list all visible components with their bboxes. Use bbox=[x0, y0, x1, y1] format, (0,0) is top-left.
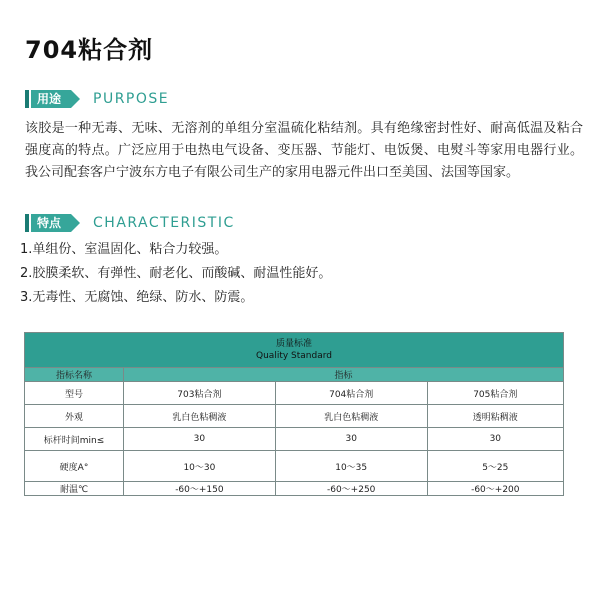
col-header-name: 指标名称 bbox=[25, 368, 124, 382]
row-label: 外观 bbox=[25, 405, 124, 428]
purpose-text: 该胶是一种无毒、无味、无溶剂的单组分室温硫化粘结剂。具有绝缘密封性好、耐高低温及粘合强度高的特点。广泛应用于电热电气设备、变压器、节能灯、电饭煲、电熨斗等家用电器行业。我公司配套客户宁波东方电子有限公司生产的家用电器元件出口至美国、法国等国家。 bbox=[25, 121, 583, 180]
row-label: 标杆时间min≤ bbox=[25, 428, 124, 451]
table-title-en: Quality Standard bbox=[256, 351, 332, 361]
table-row bbox=[25, 382, 564, 405]
purpose-section-header bbox=[25, 90, 169, 108]
table-title bbox=[25, 333, 564, 368]
row-label: 硬度A° bbox=[25, 451, 124, 482]
purpose-tag: 用途 bbox=[31, 90, 71, 108]
characteristic-english-heading: CHARACTERISTIC bbox=[93, 215, 235, 231]
col-header-index: 指标 bbox=[124, 368, 564, 382]
section-bar bbox=[25, 214, 29, 232]
table-cell: 透明粘稠液 bbox=[427, 405, 563, 428]
table-cell: 705粘合剂 bbox=[427, 382, 563, 405]
characteristic-tag: 特点 bbox=[31, 214, 71, 232]
table-cell: -60～+200 bbox=[427, 482, 563, 496]
table-row bbox=[25, 428, 564, 451]
table-cell: 10～30 bbox=[124, 451, 276, 482]
table-cell: 10～35 bbox=[275, 451, 427, 482]
table-cell: 30 bbox=[427, 428, 563, 451]
table-cell: -60～+150 bbox=[124, 482, 276, 496]
characteristic-section-header bbox=[25, 214, 235, 232]
characteristic-list bbox=[20, 238, 331, 310]
table-title-cn: 质量标准 bbox=[275, 339, 312, 349]
table-row bbox=[25, 482, 564, 496]
table-cell: 704粘合剂 bbox=[275, 382, 427, 405]
page-title: 704粘合剂 bbox=[25, 36, 154, 64]
table-cell: -60～+250 bbox=[275, 482, 427, 496]
characteristic-item: 3.无毒性、无腐蚀、绝绿、防水、防震。 bbox=[20, 290, 254, 305]
table-row bbox=[25, 451, 564, 482]
row-label: 型号 bbox=[25, 382, 124, 405]
characteristic-item: 1.单组份、室温固化、粘合力较强。 bbox=[20, 242, 228, 257]
section-bar bbox=[25, 90, 29, 108]
table-cell: 703粘合剂 bbox=[124, 382, 276, 405]
table-row bbox=[25, 405, 564, 428]
table-cell: 30 bbox=[275, 428, 427, 451]
quality-standard-table bbox=[24, 332, 564, 496]
purpose-english-heading: PURPOSE bbox=[93, 91, 170, 107]
table-cell: 乳白色粘稠液 bbox=[275, 405, 427, 428]
table-cell: 30 bbox=[124, 428, 276, 451]
row-label: 耐温℃ bbox=[25, 482, 124, 496]
table-cell: 乳白色粘稠液 bbox=[124, 405, 276, 428]
characteristic-item: 2.胶膜柔软、有弹性、耐老化、而酸碱、耐温性能好。 bbox=[20, 266, 332, 281]
table-cell: 5～25 bbox=[427, 451, 563, 482]
